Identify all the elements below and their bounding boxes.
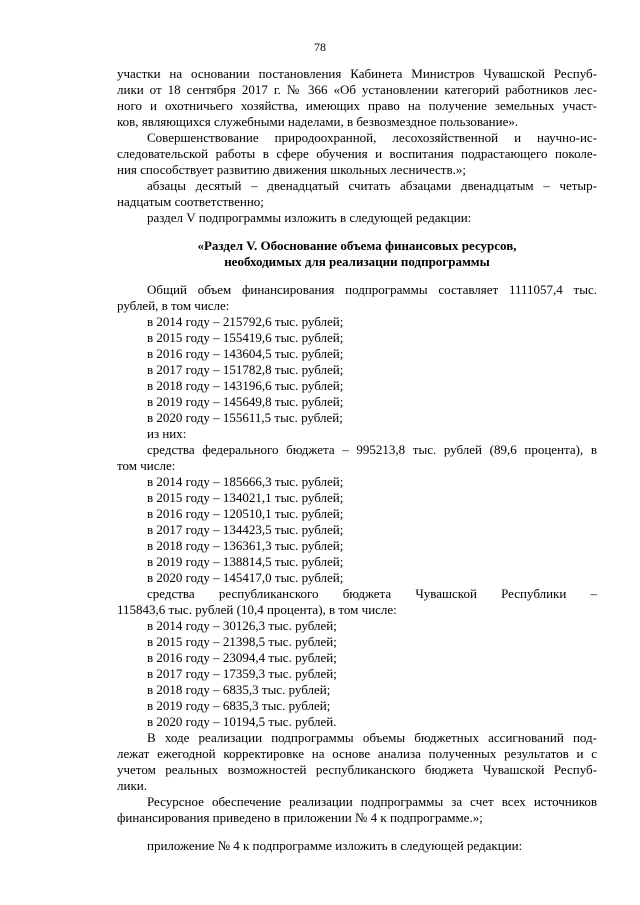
- total-year-item: в 2016 году – 143604,5 тыс. рублей;: [147, 346, 344, 361]
- federal-year-item: в 2018 году – 136361,3 тыс. рублей;: [147, 538, 344, 553]
- republic-word: –: [590, 586, 597, 601]
- total-year-item: в 2014 году – 215792,6 тыс. рублей;: [147, 314, 344, 329]
- federal-year-item: в 2019 году – 138814,5 тыс. рублей;: [147, 554, 344, 569]
- republic-word: республиканского: [218, 586, 319, 601]
- republic-word: Республики: [501, 586, 567, 601]
- republic-year-item: в 2016 году – 23094,4 тыс. рублей;: [147, 650, 337, 665]
- paragraph-line: Ресурсное обеспечение реализации подпрограммы за счет всех источников: [147, 794, 597, 809]
- republic-year-item: в 2017 году – 17359,3 тыс. рублей;: [147, 666, 337, 681]
- paragraph-line: участки на основании постановления Кабинета Министров Чувашской Респуб-: [117, 66, 597, 81]
- paragraph-line: надцатым соответственно;: [117, 194, 264, 209]
- paragraph-line: финансирования приведено в приложении № 4 к подпрограмме.»;: [117, 810, 483, 825]
- federal-year-item: в 2016 году – 120510,1 тыс. рублей;: [147, 506, 344, 521]
- republic-year-item: в 2019 году – 6835,3 тыс. рублей;: [147, 698, 331, 713]
- federal-budget-line: средства федерального бюджета – 995213,8 тыс. рублей (89,6 процента), в: [147, 442, 597, 457]
- paragraph-line: ков, являющихся служебными наделами, в безвозмездное пользование».: [117, 114, 519, 129]
- paragraph-line: лежат ежегодной корректировке на основе анализа полученных результатов и с: [117, 746, 597, 761]
- republic-word: Чувашской: [415, 586, 477, 601]
- federal-year-item: в 2015 году – 134021,1 тыс. рублей;: [147, 490, 344, 505]
- republic-word: бюджета: [342, 586, 392, 601]
- total-year-item: в 2019 году – 145649,8 тыс. рублей;: [147, 394, 344, 409]
- paragraph-line: лики.: [117, 778, 147, 793]
- republic-year-item: в 2018 году – 6835,3 тыс. рублей;: [147, 682, 331, 697]
- of-which-label: из них:: [147, 426, 187, 441]
- paragraph-line: ного и охотничьего хозяйства, имеющих право на получение земельных участ-: [117, 98, 597, 113]
- total-financing-line: рублей, в том числе:: [117, 298, 230, 313]
- republic-budget-line: 115843,6 тыс. рублей (10,4 процента), в том числе:: [117, 602, 397, 617]
- page-number: 78: [314, 40, 326, 54]
- republic-year-item: в 2014 году – 30126,3 тыс. рублей;: [147, 618, 337, 633]
- total-financing-line: Общий объем финансирования подпрограммы составляет 1111057,4 тыс.: [147, 282, 597, 297]
- republic-budget-line: [147, 586, 597, 601]
- paragraph-line: раздел V подпрограммы изложить в следующей редакции:: [147, 210, 472, 225]
- paragraph-line: приложение № 4 к подпрограмме изложить в следующей редакции:: [147, 838, 523, 853]
- republic-year-item: в 2020 году – 10194,5 тыс. рублей.: [147, 714, 337, 729]
- section-heading-line: необходимых для реализации подпрограммы: [224, 254, 490, 269]
- paragraph-line: учетом реальных возможностей республиканского бюджета Чувашской Респуб-: [117, 762, 597, 777]
- federal-year-item: в 2017 году – 134423,5 тыс. рублей;: [147, 522, 344, 537]
- section-heading-line: «Раздел V. Обоснование объема финансовых ресурсов,: [197, 238, 517, 253]
- total-year-item: в 2020 году – 155611,5 тыс. рублей;: [147, 410, 343, 425]
- paragraph-line: лики от 18 сентября 2017 г. № 366 «Об установлении категорий работников лес-: [117, 82, 597, 97]
- paragraph-line: ния способствует развитию движения школьных лесничеств.»;: [117, 162, 466, 177]
- total-year-item: в 2015 году – 155419,6 тыс. рублей;: [147, 330, 344, 345]
- total-year-item: в 2018 году – 143196,6 тыс. рублей;: [147, 378, 344, 393]
- paragraph-line: Совершенствование природоохранной, лесохозяйственной и научно-ис-: [147, 130, 597, 145]
- paragraph-line: следовательской работы в сфере обучения и воспитания подрастающего поколе-: [117, 146, 597, 161]
- federal-budget-line: том числе:: [117, 458, 176, 473]
- paragraph-line: В ходе реализации подпрограммы объемы бюджетных ассигнований под-: [147, 730, 597, 745]
- paragraph-line: абзацы десятый – двенадцатый считать абзацами двенадцатым – четыр-: [147, 178, 597, 193]
- republic-year-item: в 2015 году – 21398,5 тыс. рублей;: [147, 634, 337, 649]
- federal-year-item: в 2020 году – 145417,0 тыс. рублей;: [147, 570, 344, 585]
- federal-year-item: в 2014 году – 185666,3 тыс. рублей;: [147, 474, 344, 489]
- republic-word: средства: [147, 586, 195, 601]
- total-year-item: в 2017 году – 151782,8 тыс. рублей;: [147, 362, 344, 377]
